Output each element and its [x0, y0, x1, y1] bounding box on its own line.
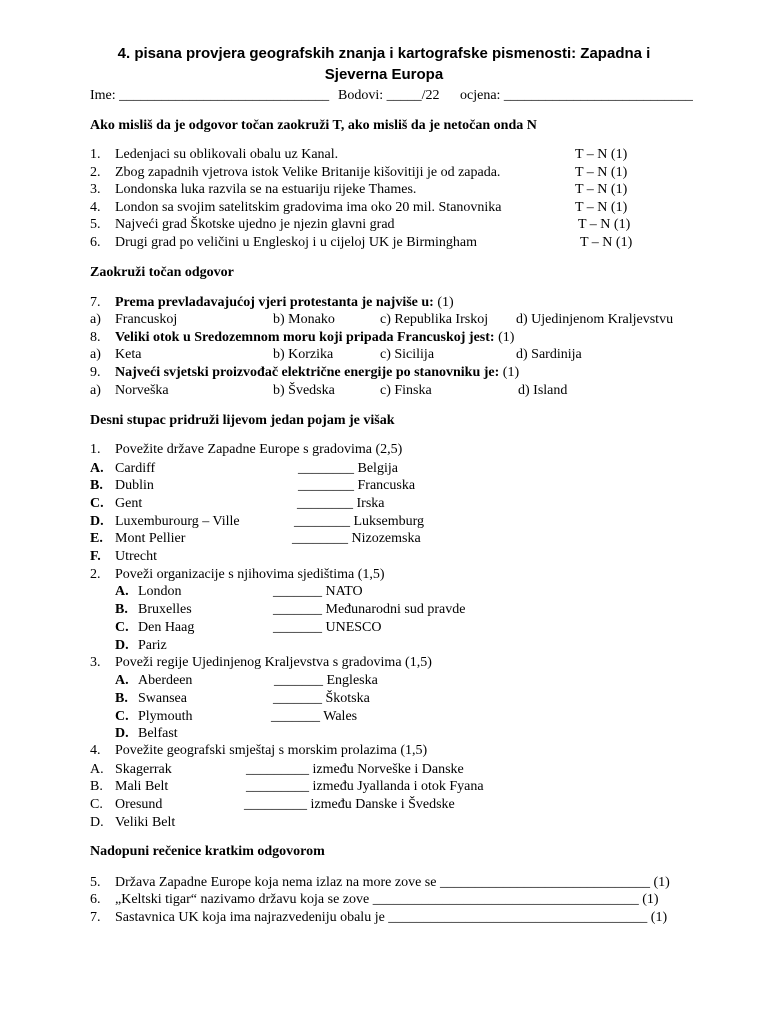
match-letter: C. — [90, 496, 104, 511]
option-b[interactable]: b) Švedska — [273, 383, 335, 398]
match-answer-blank[interactable]: _______ Engleska — [274, 673, 378, 688]
fill-in-number: 5. — [90, 875, 101, 890]
match-letter: A. — [115, 673, 129, 688]
item-number: 5. — [90, 217, 101, 232]
option-c[interactable]: c) Sicilija — [380, 347, 435, 362]
item-number: 2. — [90, 165, 101, 180]
match-answer-blank[interactable]: _________ između Jyallanda i otok Fyana — [246, 779, 484, 794]
match-item: Aberdeen — [138, 673, 193, 688]
option-a[interactable]: Norveška — [115, 383, 169, 398]
match-item: Skagerrak — [115, 762, 172, 777]
match-letter: C. — [90, 797, 103, 812]
statement-text: Zbog zapadnih vjetrova istok Velike Britanije kišovitiji je od zapada. — [115, 165, 501, 180]
match-answer-blank[interactable]: _______ Škotska — [273, 691, 370, 706]
question-text: Najveći svjetski proizvođač električne energije po stanovniku je: — [115, 365, 500, 380]
fill-in-sentence[interactable]: Sastavnica UK koja ima najrazvedeniju obalu je _____________________________________ (1) — [115, 910, 668, 925]
match-letter: D. — [90, 514, 104, 529]
option-c[interactable]: c) Finska — [380, 383, 432, 398]
match-letter: B. — [90, 478, 103, 493]
question-points: (1) — [494, 330, 515, 345]
match-letter: F. — [90, 549, 101, 564]
true-false-choice[interactable]: T – N (1) — [580, 235, 633, 250]
match-answer-blank[interactable]: _______ Međunarodni sud pravde — [273, 602, 466, 617]
statement-text: Londonska luka razvila se na estuariju rijeke Thames. — [115, 182, 417, 197]
page-title-line2: Sjeverna Europa — [324, 66, 444, 83]
page-title: 4. pisana provjera geografskih znanja i kartografske pismenosti: Zapadna i — [117, 45, 651, 62]
statement-text: Drugi grad po veličini u Engleskoj i u cijeloj UK je Birmingham — [115, 235, 477, 250]
section-heading-true-false: Ako misliš da je odgovor točan zaokruži T, ako misliš da je netočan onda N — [90, 118, 537, 133]
option-d[interactable]: d) Ujedinjenom Kraljevstvu — [516, 312, 674, 327]
true-false-choice[interactable]: T – N (1) — [575, 165, 628, 180]
matching-question-text: Poveži regije Ujedinjenog Kraljevstva s gradovima (1,5) — [115, 655, 432, 670]
match-item: Mont Pellier — [115, 531, 186, 546]
item-number: 6. — [90, 235, 101, 250]
matching-question-text: Povežite države Zapadne Europe s gradovima (2,5) — [115, 442, 403, 457]
match-item: Bruxelles — [138, 602, 192, 617]
match-answer-blank[interactable]: _______ Wales — [271, 709, 358, 724]
match-letter: E. — [90, 531, 103, 546]
question-number: 9. — [90, 365, 101, 380]
match-letter: A. — [90, 461, 104, 476]
match-letter: A. — [90, 762, 104, 777]
fill-in-sentence[interactable]: Država Zapadne Europe koja nema izlaz na more zove se ______________________________ (1) — [115, 875, 670, 890]
match-letter: D. — [115, 638, 129, 653]
match-answer-blank[interactable]: _______ NATO — [273, 584, 363, 599]
match-item: Plymouth — [138, 709, 193, 724]
question-points: (1) — [433, 295, 454, 310]
item-number: 4. — [90, 200, 101, 215]
option-b[interactable]: b) Korzika — [273, 347, 334, 362]
fill-in-number: 6. — [90, 892, 101, 907]
item-number: 3. — [90, 182, 101, 197]
option-a[interactable]: Keta — [115, 347, 142, 362]
match-letter: D. — [115, 726, 129, 741]
match-answer-blank[interactable]: ________ Francuska — [298, 478, 416, 493]
true-false-choice[interactable]: T – N (1) — [578, 217, 631, 232]
option-c[interactable]: c) Republika Irskoj — [380, 312, 489, 327]
match-answer-blank[interactable]: ________ Irska — [297, 496, 385, 511]
question-points: (1) — [499, 365, 520, 380]
fill-in-sentence[interactable]: „Keltski tigar“ nazivamo državu koja se zove ______________________________________ (1) — [115, 892, 659, 907]
statement-text: Najveći grad Škotske ujedno je njezin glavni grad — [115, 217, 395, 232]
true-false-choice[interactable]: T – N (1) — [575, 147, 628, 162]
matching-question-number: 1. — [90, 442, 101, 457]
question-text: Prema prevladavajućoj vjeri protestanta je najviše u: — [115, 295, 434, 310]
match-item: Dublin — [115, 478, 154, 493]
match-item: Den Haag — [138, 620, 195, 635]
statement-text: London sa svojim satelitskim gradovima ima oko 20 mil. Stanovnika — [115, 200, 502, 215]
section-heading-multiple-choice: Zaokruži točan odgovor — [90, 265, 234, 280]
match-letter: B. — [115, 602, 128, 617]
question-number: 8. — [90, 330, 101, 345]
match-item: Oresund — [115, 797, 163, 812]
match-letter: C. — [115, 709, 129, 724]
match-letter: D. — [90, 815, 104, 830]
match-item: Mali Belt — [115, 779, 169, 794]
match-answer-blank[interactable]: _______ UNESCO — [273, 620, 382, 635]
fill-in-number: 7. — [90, 910, 101, 925]
match-item: Luxemburourg – Ville — [115, 514, 240, 529]
option-d[interactable]: d) Island — [518, 383, 568, 398]
match-item: Belfast — [138, 726, 178, 741]
option-d[interactable]: d) Sardinija — [516, 347, 582, 362]
question-text: Veliki otok u Sredozemnom moru koji pripada Francuskoj jest: — [115, 330, 495, 345]
option-label: a) — [90, 383, 101, 398]
item-number: 1. — [90, 147, 101, 162]
match-item: Cardiff — [115, 461, 156, 476]
option-a[interactable]: Francuskoj — [115, 312, 178, 327]
match-item: Swansea — [138, 691, 187, 706]
match-answer-blank[interactable]: _________ između Danske i Švedske — [244, 797, 455, 812]
true-false-choice[interactable]: T – N (1) — [575, 182, 628, 197]
matching-question-number: 2. — [90, 567, 101, 582]
match-item: Utrecht — [115, 549, 157, 564]
match-answer-blank[interactable]: ________ Luksemburg — [294, 514, 425, 529]
match-item: Veliki Belt — [115, 815, 176, 830]
section-heading-short-answer: Nadopuni rečenice kratkim odgovorom — [90, 844, 325, 859]
matching-question-text: Poveži organizacije s njihovima sjedištima (1,5) — [115, 567, 385, 582]
statement-text: Ledenjaci su oblikovali obalu uz Kanal. — [115, 147, 339, 162]
match-item: Pariz — [138, 638, 167, 653]
match-answer-blank[interactable]: _________ između Norveške i Danske — [246, 762, 464, 777]
points-field[interactable]: Bodovi: _____/22 — [338, 88, 440, 103]
matching-question-number: 3. — [90, 655, 101, 670]
grade-field[interactable]: ocjena: ___________________________ — [460, 88, 693, 103]
section-heading-matching: Desni stupac pridruži lijevom jedan pojam je višak — [90, 413, 395, 428]
match-letter: A. — [115, 584, 129, 599]
matching-question-number: 4. — [90, 743, 101, 758]
match-item: Gent — [115, 496, 143, 511]
match-answer-blank[interactable]: ________ Nizozemska — [292, 531, 421, 546]
true-false-choice[interactable]: T – N (1) — [575, 200, 628, 215]
match-letter: B. — [90, 779, 103, 794]
match-answer-blank[interactable]: ________ Belgija — [298, 461, 398, 476]
match-letter: B. — [115, 691, 128, 706]
match-item: London — [138, 584, 182, 599]
match-letter: C. — [115, 620, 129, 635]
option-label: a) — [90, 312, 101, 327]
matching-question-text: Povežite geografski smještaj s morskim prolazima (1,5) — [115, 743, 428, 758]
name-field[interactable]: Ime: ______________________________ — [90, 88, 330, 103]
option-b[interactable]: b) Monako — [273, 312, 335, 327]
question-number: 7. — [90, 295, 101, 310]
option-label: a) — [90, 347, 101, 362]
